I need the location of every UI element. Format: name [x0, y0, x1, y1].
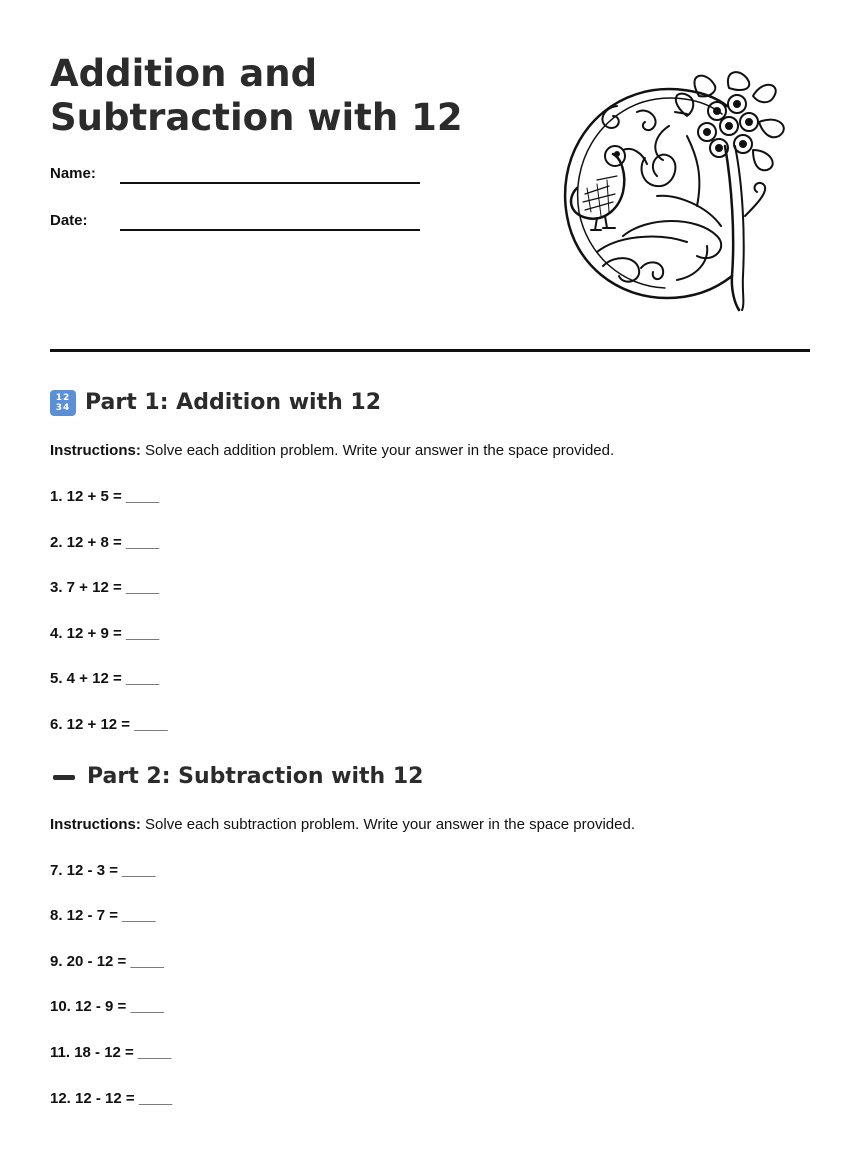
problem-9[interactable]: 9. 20 - 12 = ____: [50, 953, 164, 970]
name-line[interactable]: [120, 182, 420, 184]
name-label: Name:: [50, 165, 96, 182]
part1-heading-text: Part 1: Addition with 12: [85, 390, 382, 415]
date-line[interactable]: [120, 229, 420, 231]
part1-instructions-text: Solve each addition problem. Write your answer in the space provided.: [140, 442, 615, 459]
problem-10[interactable]: 10. 12 - 9 = ____: [50, 998, 164, 1015]
problem-12[interactable]: 12. 12 - 12 = ____: [50, 1090, 173, 1107]
title-line-1: Addition and: [50, 52, 318, 95]
part1-instructions: [50, 442, 614, 459]
bird-flower-illustration: [557, 66, 807, 316]
problem-2[interactable]: 2. 12 + 8 = ____: [50, 534, 160, 551]
name-field: [50, 165, 420, 195]
date-field: [50, 212, 420, 242]
worksheet-title: [50, 52, 470, 140]
problem-3[interactable]: 3. 7 + 12 = ____: [50, 579, 160, 596]
part2-heading: [50, 763, 424, 791]
part2-instructions: [50, 816, 635, 833]
problem-5[interactable]: 5. 4 + 12 = ____: [50, 670, 160, 687]
worksheet-header: [50, 0, 810, 353]
problem-4[interactable]: 4. 12 + 9 = ____: [50, 625, 160, 642]
minus-icon: [53, 775, 75, 780]
problem-6[interactable]: 6. 12 + 12 = ____: [50, 716, 168, 733]
problem-11[interactable]: 11. 18 - 12 = ____: [50, 1044, 172, 1061]
part1-heading: [50, 389, 381, 417]
keycap-1234-icon: 12 34: [50, 390, 76, 416]
problem-8[interactable]: 8. 12 - 7 = ____: [50, 907, 156, 924]
date-label: Date:: [50, 212, 88, 229]
worksheet-page: [50, 0, 810, 1107]
part2-instructions-text: Solve each subtraction problem. Write your answer in the space provided.: [140, 816, 635, 833]
title-line-2: Subtraction with 12: [50, 96, 463, 139]
part2-heading-text: Part 2: Subtraction with 12: [87, 764, 424, 789]
part1-instructions-label: Instructions:: [50, 442, 141, 459]
part2-instructions-label: Instructions:: [50, 816, 141, 833]
problem-1[interactable]: 1. 12 + 5 = ____: [50, 488, 160, 505]
problem-7[interactable]: 7. 12 - 3 = ____: [50, 862, 156, 879]
header-divider: [50, 349, 810, 352]
